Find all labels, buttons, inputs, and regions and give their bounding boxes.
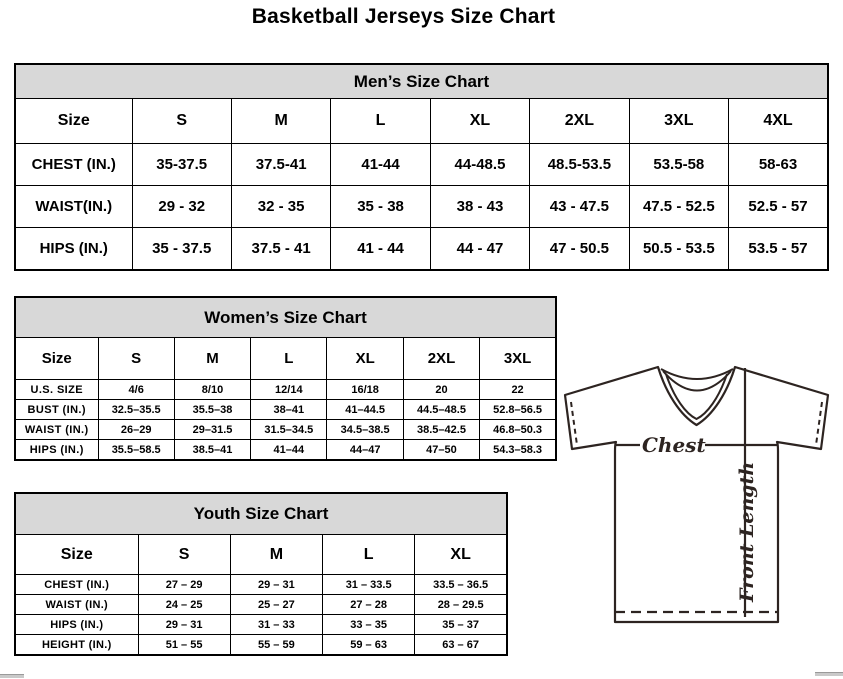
size-cell: 28 – 29.5 <box>415 595 507 615</box>
size-cell: 24 – 25 <box>138 595 230 615</box>
size-cell: 48.5-53.5 <box>530 144 629 186</box>
size-cell: 53.5-58 <box>629 144 728 186</box>
size-cell: 47–50 <box>403 440 479 461</box>
column-header: 2XL <box>403 338 479 380</box>
size-cell: 52.8–56.5 <box>480 400 556 420</box>
page-title: Basketball Jerseys Size Chart <box>251 5 556 28</box>
row-label: HIPS (IN.) <box>15 228 132 271</box>
row-label: HIPS (IN.) <box>15 440 98 461</box>
row-label: BUST (IN.) <box>15 400 98 420</box>
size-cell: 31 – 33.5 <box>323 575 415 595</box>
column-header: S <box>138 535 230 575</box>
size-cell: 35 - 38 <box>331 186 430 228</box>
size-cell: 47 - 50.5 <box>530 228 629 271</box>
table-row <box>15 400 556 420</box>
vertical-scrollbar-thumb[interactable] <box>815 672 843 676</box>
size-cell: 22 <box>480 380 556 400</box>
size-cell: 53.5 - 57 <box>729 228 828 271</box>
size-cell: 46.8–50.3 <box>480 420 556 440</box>
size-cell: 55 – 59 <box>230 635 322 656</box>
mens-header-row <box>15 99 828 144</box>
column-header: XL <box>415 535 507 575</box>
youth-header-row <box>15 535 507 575</box>
size-cell: 52.5 - 57 <box>729 186 828 228</box>
size-cell: 25 – 27 <box>230 595 322 615</box>
size-cell: 50.5 - 53.5 <box>629 228 728 271</box>
size-cell: 35.5–38 <box>174 400 250 420</box>
horizontal-scrollbar-thumb[interactable] <box>0 674 24 678</box>
column-header: L <box>251 338 327 380</box>
size-cell: 29 - 32 <box>132 186 231 228</box>
size-cell: 41–44.5 <box>327 400 403 420</box>
table-row <box>15 635 507 656</box>
column-header: 3XL <box>629 99 728 144</box>
table-row <box>15 380 556 400</box>
row-label: HIPS (IN.) <box>15 615 138 635</box>
row-label: WAIST(IN.) <box>15 186 132 228</box>
size-cell: 51 – 55 <box>138 635 230 656</box>
size-cell: 33 – 35 <box>323 615 415 635</box>
size-cell: 59 – 63 <box>323 635 415 656</box>
size-cell: 35-37.5 <box>132 144 231 186</box>
size-cell: 63 – 67 <box>415 635 507 656</box>
row-label: CHEST (IN.) <box>15 144 132 186</box>
size-cell: 47.5 - 52.5 <box>629 186 728 228</box>
size-cell: 8/10 <box>174 380 250 400</box>
size-cell: 32 - 35 <box>231 186 330 228</box>
size-cell: 29 – 31 <box>230 575 322 595</box>
youth-size-table <box>14 492 508 656</box>
column-header: 4XL <box>729 99 828 144</box>
size-cell: 35.5–58.5 <box>98 440 174 461</box>
size-cell: 4/6 <box>98 380 174 400</box>
size-cell: 32.5–35.5 <box>98 400 174 420</box>
table-row <box>15 440 556 461</box>
size-cell: 37.5 - 41 <box>231 228 330 271</box>
size-cell: 41 - 44 <box>331 228 430 271</box>
size-cell: 27 – 29 <box>138 575 230 595</box>
size-cell: 38 - 43 <box>430 186 529 228</box>
column-header: XL <box>430 99 529 144</box>
mens-chart-title: Men’s Size Chart <box>15 64 828 99</box>
womens-header-row <box>15 338 556 380</box>
size-cell: 33.5 – 36.5 <box>415 575 507 595</box>
womens-chart-title: Women’s Size Chart <box>15 297 556 338</box>
column-header: Size <box>15 535 138 575</box>
column-header: L <box>323 535 415 575</box>
size-cell: 43 - 47.5 <box>530 186 629 228</box>
row-label: WAIST (IN.) <box>15 420 98 440</box>
collar-arc-outer <box>661 369 733 379</box>
column-header: Size <box>15 338 98 380</box>
row-label: CHEST (IN.) <box>15 575 138 595</box>
size-cell: 38–41 <box>251 400 327 420</box>
size-cell: 44.5–48.5 <box>403 400 479 420</box>
jersey-outline <box>565 367 828 622</box>
jersey-measurement-diagram <box>555 354 843 668</box>
size-cell: 29–31.5 <box>174 420 250 440</box>
size-cell: 38.5–41 <box>174 440 250 461</box>
column-header: 2XL <box>530 99 629 144</box>
chest-label: Chest <box>642 433 706 457</box>
size-cell: 29 – 31 <box>138 615 230 635</box>
table-row <box>15 420 556 440</box>
column-header: M <box>174 338 250 380</box>
womens-size-table <box>14 296 557 461</box>
row-label: HEIGHT (IN.) <box>15 635 138 656</box>
column-header: L <box>331 99 430 144</box>
column-header: M <box>230 535 322 575</box>
size-cell: 37.5-41 <box>231 144 330 186</box>
column-header: M <box>231 99 330 144</box>
size-cell: 27 – 28 <box>323 595 415 615</box>
size-cell: 31.5–34.5 <box>251 420 327 440</box>
column-header: S <box>98 338 174 380</box>
size-cell: 31 – 33 <box>230 615 322 635</box>
size-cell: 26–29 <box>98 420 174 440</box>
right-sleeve-stitch <box>816 402 822 445</box>
youth-chart-title: Youth Size Chart <box>15 493 507 535</box>
size-cell: 44 - 47 <box>430 228 529 271</box>
column-header: XL <box>327 338 403 380</box>
size-cell: 35 - 37.5 <box>132 228 231 271</box>
size-cell: 58-63 <box>729 144 828 186</box>
row-label: WAIST (IN.) <box>15 595 138 615</box>
size-cell: 38.5–42.5 <box>403 420 479 440</box>
size-cell: 41-44 <box>331 144 430 186</box>
column-header: 3XL <box>480 338 556 380</box>
collar-v-band <box>666 374 727 419</box>
table-row <box>15 144 828 186</box>
table-row <box>15 575 507 595</box>
table-row <box>15 186 828 228</box>
left-sleeve-stitch <box>571 402 577 445</box>
table-row <box>15 615 507 635</box>
size-cell: 41–44 <box>251 440 327 461</box>
mens-size-table <box>14 63 829 271</box>
size-cell: 16/18 <box>327 380 403 400</box>
column-header: Size <box>15 99 132 144</box>
size-cell: 35 – 37 <box>415 615 507 635</box>
front-length-label: Front Length <box>736 461 758 602</box>
size-cell: 44-48.5 <box>430 144 529 186</box>
size-cell: 12/14 <box>251 380 327 400</box>
size-cell: 54.3–58.3 <box>480 440 556 461</box>
size-cell: 34.5–38.5 <box>327 420 403 440</box>
row-label: U.S. SIZE <box>15 380 98 400</box>
size-cell: 20 <box>403 380 479 400</box>
size-cell: 44–47 <box>327 440 403 461</box>
table-row <box>15 595 507 615</box>
table-row <box>15 228 828 271</box>
column-header: S <box>132 99 231 144</box>
